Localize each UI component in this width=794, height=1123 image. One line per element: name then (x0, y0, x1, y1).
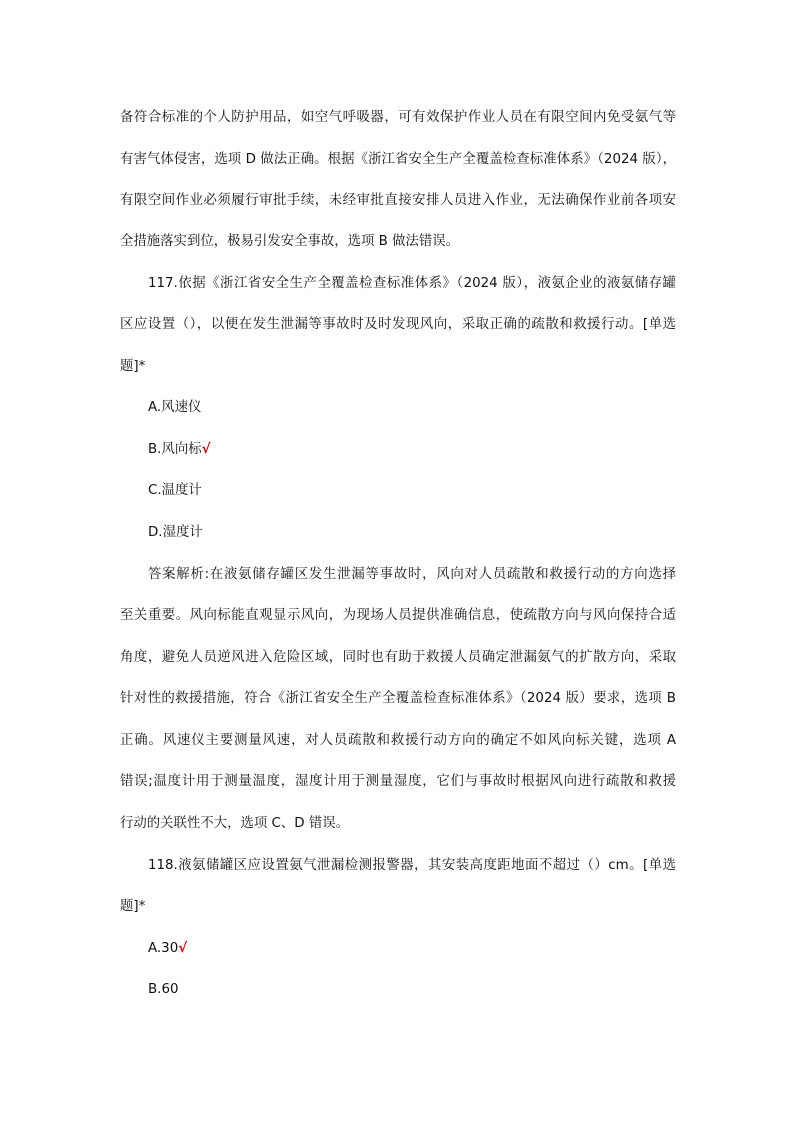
check-mark-icon: √ (178, 941, 188, 956)
option-label: A.30 (148, 941, 179, 956)
option-b (148, 441, 676, 459)
text-line: 有害气体侵害，选项 D 做法正确。根据《浙江省安全生产全覆盖检查标准体系》（2024 版）， (120, 152, 676, 167)
option-d: D.湿度计 (148, 525, 203, 540)
option-label: B.风向标 (148, 442, 202, 457)
answer-explanation-line: 正确。风速仪主要测量风速，对人员疏散和救援行动方向的确定不如风向标关键，选项 A (120, 733, 676, 748)
option-b: B.60 (148, 982, 179, 997)
question-118-line: 题]* (120, 899, 146, 914)
question-117-line: 区应设置（），以便在发生泄漏等事故时及时发现风向，采取正确的疏散和救援行动。[单选 (120, 317, 676, 332)
text-line: 备符合标准的个人防护用品，如空气呼吸器，可有效保护作业人员在有限空间内免受氨气等 (120, 110, 676, 125)
question-117-line: 117.依据《浙江省安全生产全覆盖检查标准体系》（2024 版），液氨企业的液氨储存罐 (148, 276, 676, 291)
question-117-line: 题]* (120, 359, 146, 374)
option-a (148, 940, 676, 958)
check-mark-icon: √ (201, 442, 211, 457)
answer-explanation-line: 角度，避免人员逆风进入危险区域，同时也有助于救援人员确定泄漏氨气的扩散方向，采取 (120, 650, 676, 665)
answer-explanation-line: 答案解析:在液氨储存罐区发生泄漏等事故时，风向对人员疏散和救援行动的方向选择 (148, 567, 676, 582)
question-118-line: 118.液氨储罐区应设置氨气泄漏检测报警器，其安装高度距地面不超过（）cm。[单选 (148, 858, 676, 873)
answer-explanation-line: 至关重要。风向标能直观显示风向，为现场人员提供准确信息，使疏散方向与风向保持合适 (120, 608, 676, 623)
option-a: A.风速仪 (148, 400, 202, 415)
text-line: 全措施落实到位，极易引发安全事故，选项 B 做法错误。 (120, 234, 460, 249)
text-line: 有限空间作业必须履行审批手续，未经审批直接安排人员进入作业，无法确保作业前各项安 (120, 193, 676, 208)
option-c: C.温度计 (148, 483, 202, 498)
answer-explanation-line: 错误;温度计用于测量温度，湿度计用于测量湿度，它们与事故时根据风向进行疏散和救援 (120, 774, 676, 789)
answer-explanation-line: 行动的关联性不大，选项 C、D 错误。 (120, 816, 350, 831)
answer-explanation-line: 针对性的救援措施，符合《浙江省安全生产全覆盖检查标准体系》（2024 版）要求，选项 B (120, 691, 676, 706)
